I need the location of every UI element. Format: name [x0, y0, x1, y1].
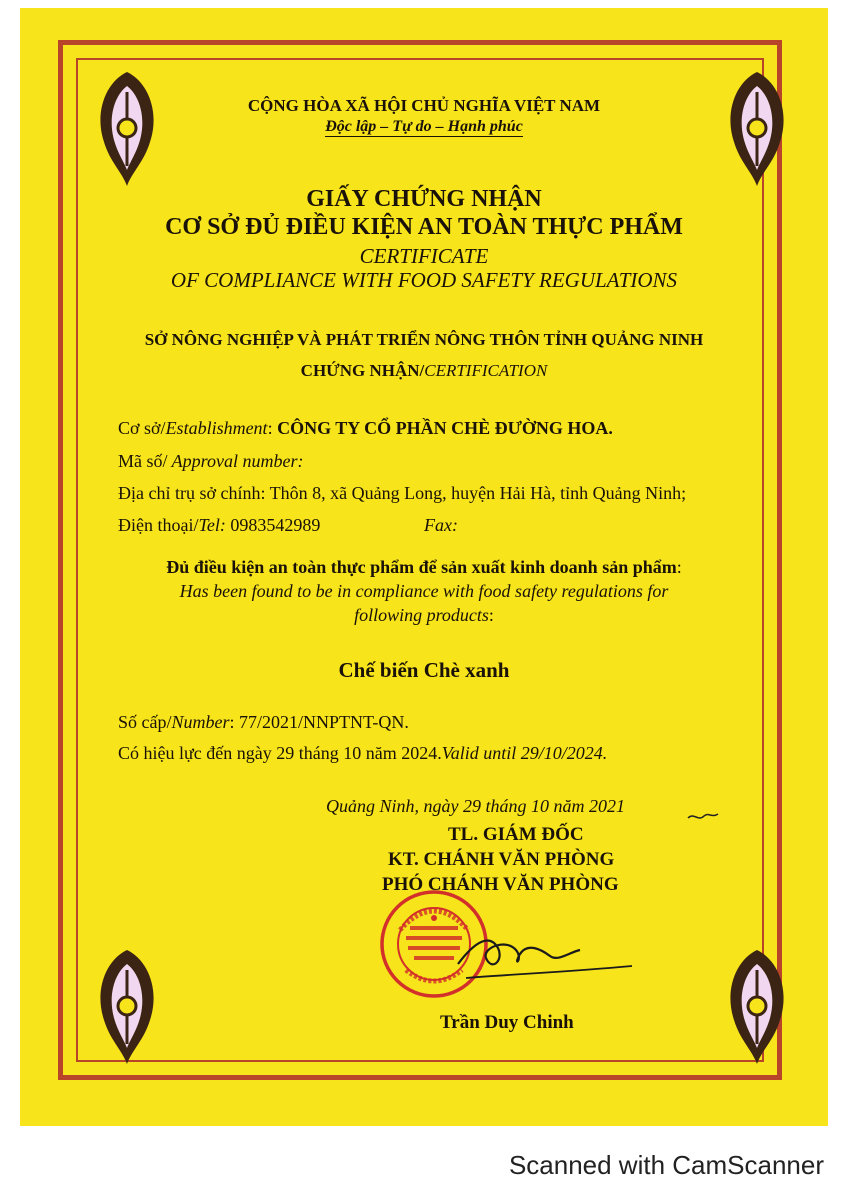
certificate-subtitle-en: OF COMPLIANCE WITH FOOD SAFETY REGULATIONS	[170, 268, 678, 292]
establishment-label-vi: Cơ sở/	[118, 418, 166, 438]
validity-text-en: Valid until 29/10/2024.	[441, 743, 608, 763]
address-label: Địa chỉ trụ sở chính:	[118, 483, 270, 503]
motto-text: Độc lập – Tự do – Hạnh phúc	[325, 118, 523, 135]
establishment-row	[118, 418, 613, 439]
compliance-text-vi: Đủ điều kiện an toàn thực phẩm để sản xuất kinh doanh sản phẩm	[166, 557, 677, 577]
place-and-date: Quảng Ninh, ngày 29 tháng 10 năm 2021	[326, 796, 625, 816]
approval-number-row	[118, 451, 303, 472]
compliance-statement-vi	[0, 557, 848, 578]
compliance-colon-vi: :	[676, 557, 682, 577]
certification-heading	[0, 361, 848, 381]
handwritten-signature	[446, 920, 636, 990]
establishment-name: CÔNG TY CỔ PHẦN CHÈ ĐƯỜNG HOA.	[277, 418, 613, 438]
compliance-text-en-2: following products	[354, 605, 489, 625]
corner-ornament-bottom-right	[716, 940, 798, 1072]
approval-label-vi: Mã số/	[118, 451, 168, 471]
validity-row	[118, 743, 607, 764]
validity-text-vi: Có hiệu lực đến ngày 29 tháng 10 năm 2024.	[118, 743, 442, 763]
certificate-number: : 77/2021/NNPTNT-QN.	[229, 712, 409, 732]
national-motto	[0, 118, 848, 136]
establishment-colon: :	[267, 418, 278, 438]
corner-ornament-bottom-left	[86, 940, 168, 1072]
compliance-colon-en: :	[488, 605, 494, 625]
product-name: Chế biến Chè xanh	[338, 658, 510, 682]
certification-label-vi: CHỨNG NHẬN/	[300, 361, 425, 380]
signatory-role-2: KT. CHÁNH VĂN PHÒNG	[388, 849, 615, 870]
compliance-statement-en-2	[0, 605, 848, 626]
certificate-subtitle-vi: CƠ SỞ ĐỦ ĐIỀU KIỆN AN TOÀN THỰC PHẨM	[165, 214, 683, 240]
signatory-role-3: PHÓ CHÁNH VĂN PHÒNG	[382, 874, 619, 895]
address-value: Thôn 8, xã Quảng Long, huyện Hải Hà, tỉnh Quảng Ninh;	[269, 483, 687, 503]
phone-label-en: Tel:	[198, 515, 226, 535]
fax-label: Fax:	[424, 515, 458, 535]
phone-row	[118, 515, 320, 536]
certification-label-en: CERTIFICATION	[424, 361, 548, 380]
address-row	[118, 483, 686, 504]
pen-mark-icon	[686, 808, 720, 824]
certificate-number-row	[118, 712, 409, 733]
signer-name: Trần Duy Chinh	[440, 1012, 574, 1033]
nation-heading: CỘNG HÒA XÃ HỘI CHỦ NGHĨA VIỆT NAM	[247, 96, 601, 115]
issuing-department: SỞ NÔNG NGHIỆP VÀ PHÁT TRIỂN NÔNG THÔN TỈNH QUẢNG NINH	[144, 330, 704, 349]
compliance-statement-en: Has been found to be in compliance with food safety regulations for	[179, 581, 669, 601]
approval-label-en: Approval number:	[167, 451, 304, 471]
phone-label-vi: Điện thoại/	[118, 515, 199, 535]
certificate-title-vi: GIẤY CHỨNG NHẬN	[306, 186, 542, 212]
signatory-role-1: TL. GIÁM ĐỐC	[448, 824, 584, 845]
phone-value: 0983542989	[225, 515, 321, 535]
establishment-label-en: Establishment	[165, 418, 268, 438]
certificate-title-en: CERTIFICATE	[359, 244, 489, 268]
number-label-vi: Số cấp/	[118, 712, 172, 732]
scanner-watermark: Scanned with CamScanner	[508, 1150, 824, 1180]
number-label-en: Number	[171, 712, 230, 732]
